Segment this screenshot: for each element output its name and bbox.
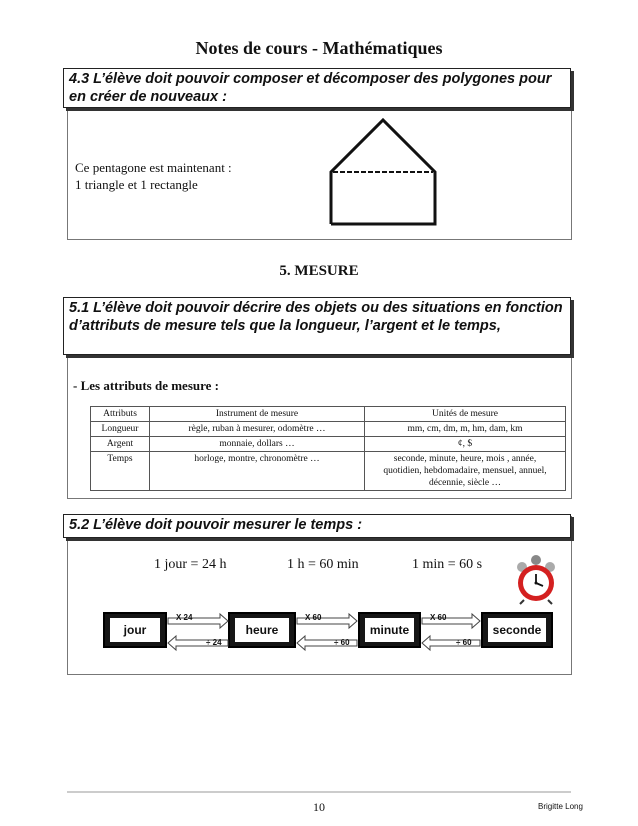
- pentagon-house-icon: [325, 116, 443, 228]
- table-cell: ¢, $: [365, 437, 566, 452]
- backward-factor: ÷ 60: [334, 638, 350, 647]
- attributes-label: - Les attributs de mesure :: [73, 378, 219, 393]
- forward-factor: X 60: [430, 613, 447, 622]
- pentagon-description-2: 1 triangle et 1 rectangle: [75, 177, 198, 192]
- forward-factor: X 24: [176, 613, 193, 622]
- table-cell: monnaie, dollars …: [150, 437, 365, 452]
- footer-author: Brigitte Long: [538, 802, 583, 811]
- section-4-3-heading: 4.3 L’élève doit pouvoir composer et décomposer des polygones pour en créer de nouveaux :: [63, 68, 571, 108]
- section-5-title: 5. MESURE: [279, 263, 359, 279]
- unit-label-heure: heure: [235, 618, 289, 642]
- forward-factor: X 60: [305, 613, 322, 622]
- backward-factor: ÷ 24: [206, 638, 222, 647]
- section-5-1-heading: 5.1 L’élève doit pouvoir décrire des objets ou des situations en fonction d’attributs de mesure tels que la longueur, l’argent et le temps,: [63, 297, 571, 355]
- pentagon-description-1: Ce pentagone est maintenant :: [75, 160, 232, 175]
- table-header: Attributs: [91, 407, 150, 422]
- equation-minute-seconds: 1 min = 60 s: [412, 557, 483, 572]
- table-row: [91, 422, 566, 437]
- page-title: Notes de cours - Mathématiques: [195, 38, 443, 58]
- table-cell: Argent: [91, 437, 150, 452]
- footer-rule: [67, 791, 571, 793]
- table-cell: règle, ruban à mesurer, odomètre …: [150, 422, 365, 437]
- unit-label-seconde: seconde: [488, 618, 546, 642]
- table-cell: mm, cm, dm, m, hm, dam, km: [365, 422, 566, 437]
- unit-label-jour: jour: [110, 618, 160, 642]
- unit-label-minute: minute: [365, 618, 414, 642]
- section-5-2-heading: 5.2 L’élève doit pouvoir mesurer le temps :: [63, 514, 571, 538]
- table-cell: seconde, minute, heure, mois , année, quotidien, hebdomadaire, mensuel, annuel, décennie, siècle …: [365, 452, 566, 491]
- table-row: [91, 437, 566, 452]
- table-header: Instrument de mesure: [150, 407, 365, 422]
- equation-hour-minutes: 1 h = 60 min: [287, 557, 359, 572]
- page-number: 10: [313, 800, 325, 814]
- alarm-clock-icon: [514, 553, 558, 605]
- table-row: [91, 452, 566, 491]
- table-cell: horloge, montre, chronomètre …: [150, 452, 365, 491]
- backward-factor: ÷ 60: [456, 638, 472, 647]
- table-cell: Temps: [91, 452, 150, 491]
- table-cell: Longueur: [91, 422, 150, 437]
- equation-day-hours: 1 jour = 24 h: [154, 557, 227, 572]
- table-header-row: [91, 407, 566, 422]
- table-header: Unités de mesure: [365, 407, 566, 422]
- attributes-table: [90, 406, 566, 491]
